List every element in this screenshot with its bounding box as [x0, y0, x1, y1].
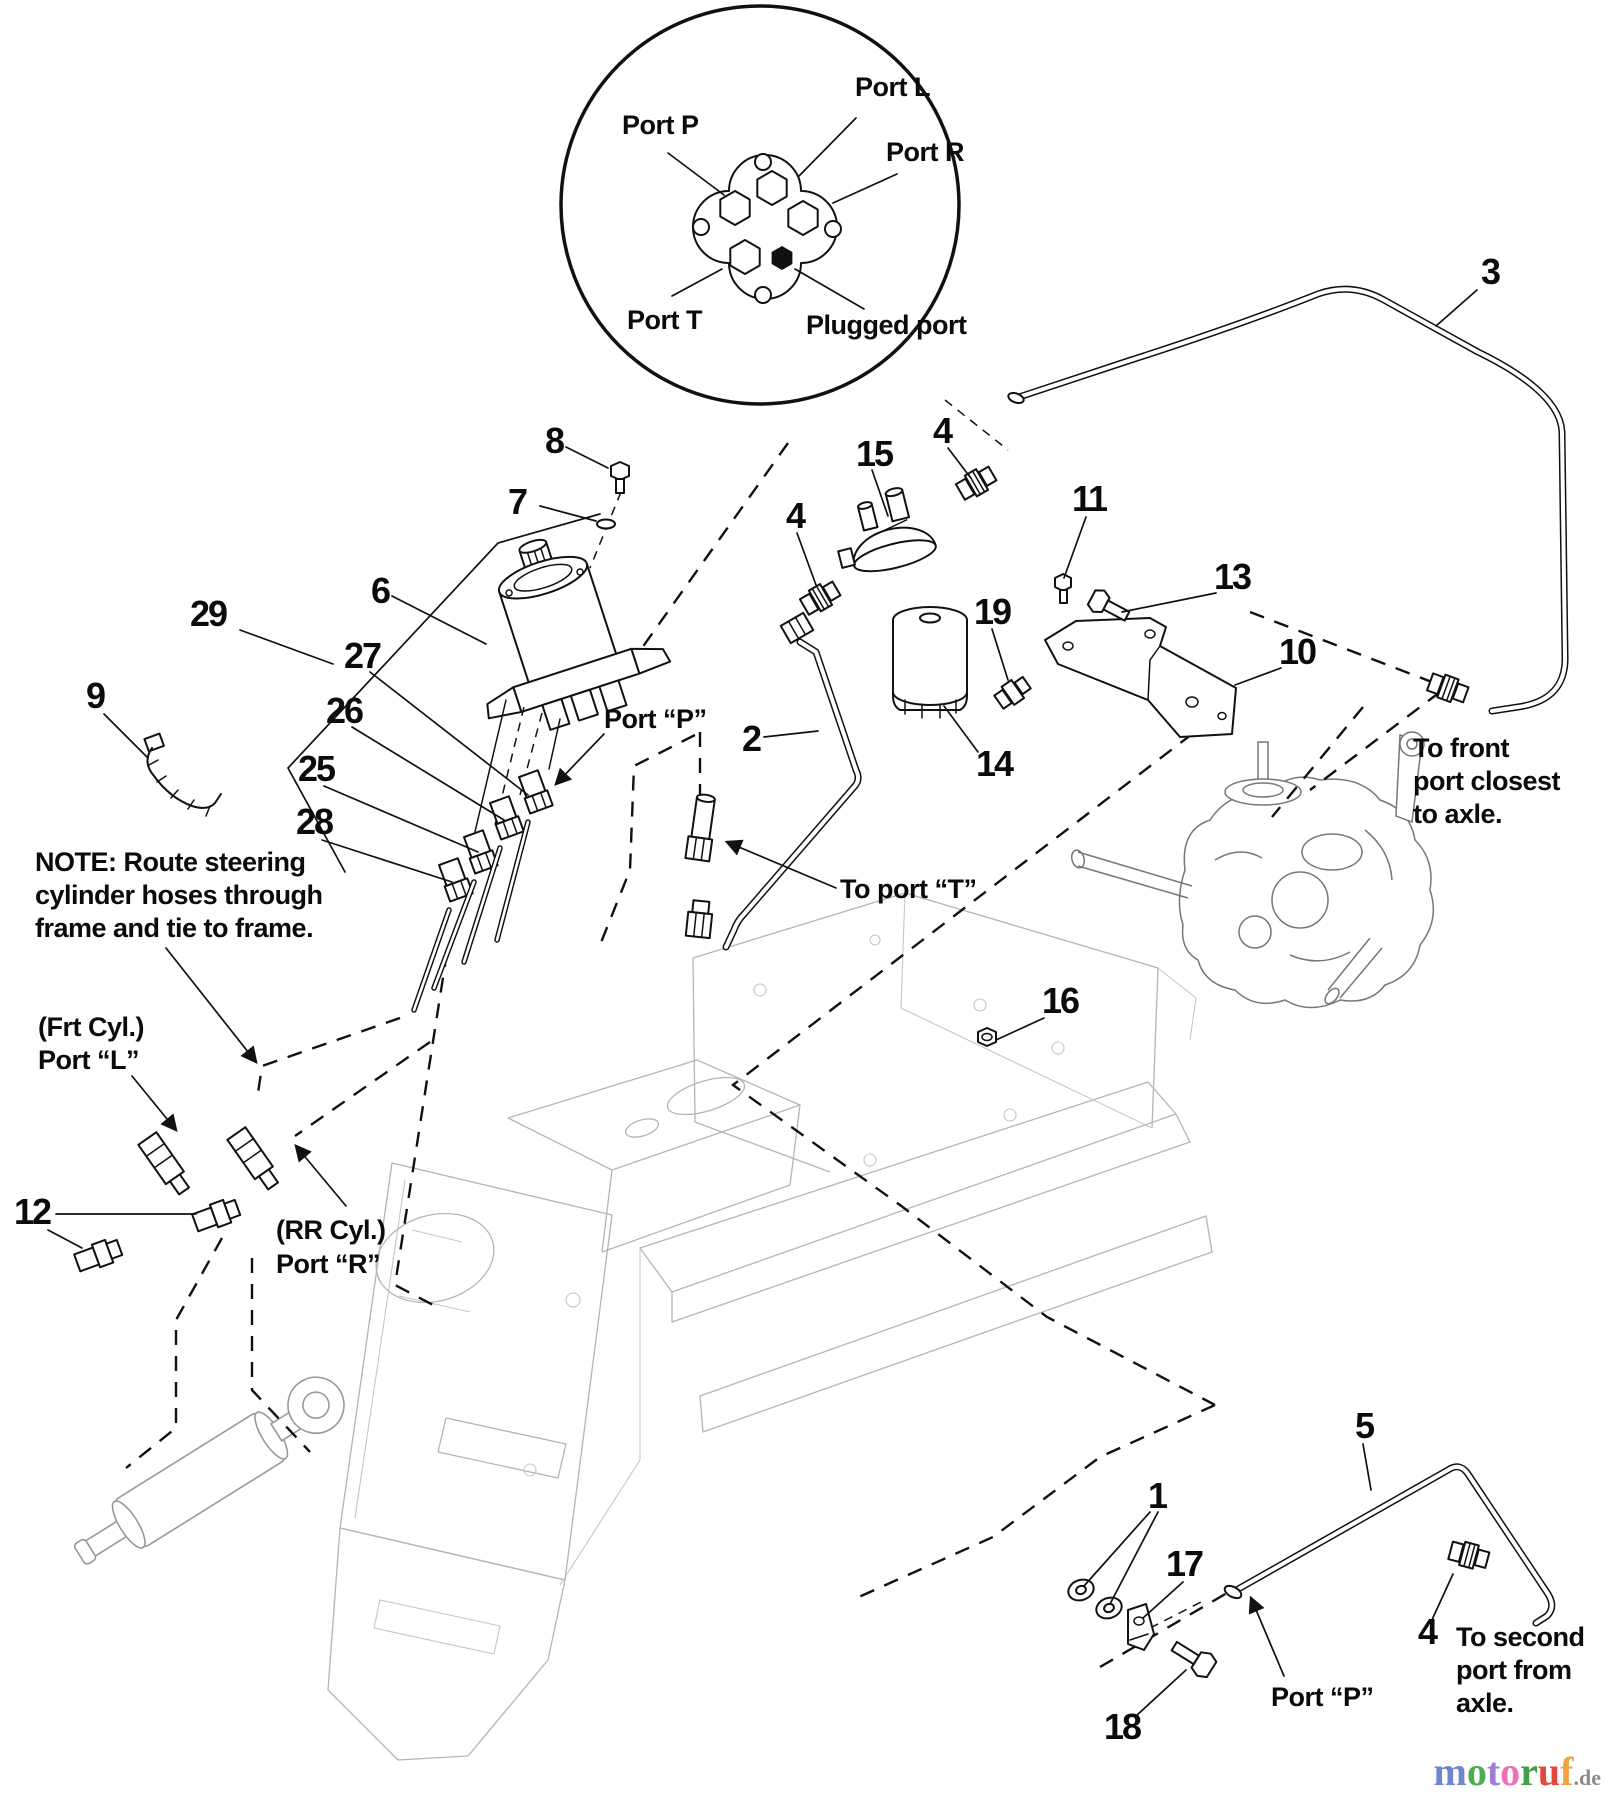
- callout-6: 6: [371, 570, 390, 611]
- bolt-18: [1167, 1635, 1218, 1680]
- callout-4-right: 4: [933, 410, 952, 451]
- oil-filter-14: [893, 607, 967, 718]
- callout-14: 14: [976, 743, 1013, 784]
- to-front-line2: port closest: [1413, 766, 1561, 796]
- port-r-hose-end: [227, 1127, 282, 1192]
- callout-4-left: 4: [786, 495, 805, 536]
- fitting-4-left: [798, 578, 842, 617]
- valve-washer-7: [597, 520, 615, 529]
- fitting-4-right: [954, 463, 998, 502]
- motoruf-logo-letters: [1434, 1749, 1574, 1794]
- to-port-t-nut: [686, 900, 714, 938]
- elbow-fitting-12a: [191, 1196, 241, 1234]
- inset-port-p-label: Port P: [622, 110, 699, 140]
- callout-12: 12: [14, 1191, 51, 1232]
- callout-25: 25: [298, 748, 335, 789]
- valve-bolt-8: [611, 462, 629, 493]
- callout-9: 9: [86, 675, 105, 716]
- to-front-line3: to axle.: [1413, 799, 1503, 829]
- callout-11: 11: [1072, 478, 1107, 519]
- port-r-label: Port “R”: [276, 1249, 380, 1279]
- inset-port-t-label: Port T: [627, 305, 702, 335]
- nut-16: [978, 1028, 996, 1046]
- callout-4-bottom: 4: [1418, 1611, 1437, 1652]
- to-second-line2: port from: [1456, 1655, 1572, 1685]
- callout-18: 18: [1104, 1706, 1141, 1747]
- watermark-letter: u: [1537, 1749, 1561, 1794]
- callout-7: 7: [508, 481, 527, 522]
- fitting-4-bottom: [1448, 1539, 1491, 1572]
- rr-cyl-label: (RR Cyl.): [276, 1215, 386, 1245]
- callout-19: 19: [974, 591, 1011, 632]
- port-p-lower-label: Port “P”: [1271, 1682, 1374, 1712]
- callout-27: 27: [344, 635, 381, 676]
- part-number-callouts: [14, 251, 1503, 1747]
- to-port-t-label: To port “T”: [840, 874, 977, 904]
- watermark-letter: r: [1520, 1749, 1538, 1794]
- to-port-t-fitting: [685, 793, 718, 861]
- frt-cyl-label: (Frt Cyl.): [38, 1012, 144, 1042]
- steel-line-2: [726, 613, 858, 947]
- note-line3: frame and tie to frame.: [35, 913, 314, 943]
- inset-plugged-port-label: Plugged port: [806, 310, 967, 340]
- watermark-letter: o: [1466, 1749, 1487, 1794]
- callout-16: 16: [1042, 980, 1079, 1021]
- motoruf-logo-suffix: .de: [1573, 1765, 1601, 1790]
- watermark-letter: f: [1560, 1749, 1574, 1794]
- bolt-11: [1055, 574, 1071, 603]
- port-p-upper-label: Port “P”: [604, 704, 707, 734]
- port-l-hose-end: [138, 1132, 193, 1197]
- hose-fitting-26: [488, 796, 524, 840]
- callout-5: 5: [1355, 1405, 1374, 1446]
- inset-port-l-label: Port L: [855, 72, 930, 102]
- callout-3: 3: [1481, 251, 1500, 292]
- callout-29: 29: [190, 593, 227, 634]
- callout-15: 15: [856, 433, 893, 474]
- port-p-hex: [720, 191, 749, 225]
- washer-1a: [1065, 1576, 1096, 1604]
- port-detail-inset: [561, 6, 967, 404]
- motoruf-watermark-logo[interactable]: [1433, 1749, 1602, 1794]
- mounting-bracket-10: [1045, 618, 1236, 737]
- callout-13: 13: [1214, 556, 1251, 597]
- steering-hoses: [414, 700, 560, 1010]
- callout-17: 17: [1166, 1543, 1203, 1584]
- to-second-line3: axle.: [1456, 1688, 1514, 1718]
- washer-1b: [1093, 1594, 1124, 1622]
- port-l-label: Port “L”: [38, 1045, 139, 1075]
- transaxle: [1070, 732, 1434, 1008]
- callout-26: 26: [326, 690, 363, 731]
- fitting-19: [993, 674, 1033, 712]
- port-t-hex: [730, 240, 759, 274]
- port-l-hex: [757, 171, 786, 205]
- front-port-fitting: [1426, 671, 1470, 707]
- callout-8: 8: [545, 420, 564, 461]
- watermark-letter: m: [1433, 1749, 1467, 1794]
- callout-2: 2: [742, 718, 761, 759]
- watermark-letter: t: [1486, 1749, 1501, 1794]
- port-r-hex: [788, 201, 817, 235]
- callout-10: 10: [1279, 631, 1316, 672]
- to-second-line1: To second: [1456, 1622, 1585, 1652]
- filter-head-15: [827, 482, 939, 580]
- note-line1: NOTE: Route steering: [35, 847, 306, 877]
- callout-28: 28: [296, 801, 333, 842]
- cable-clip-9: [144, 734, 221, 816]
- inset-port-r-label: Port R: [886, 137, 964, 167]
- elbow-fitting-12b: [73, 1236, 123, 1274]
- watermark-letter: o: [1500, 1749, 1521, 1794]
- steel-line-5: [1223, 1467, 1552, 1623]
- text-annotations: [35, 704, 1585, 1718]
- note-line2: cylinder hoses through: [35, 880, 323, 910]
- to-front-line1: To front: [1413, 733, 1509, 763]
- tractor-frame: [328, 893, 1212, 1760]
- steering-cylinder: [64, 1367, 356, 1579]
- callout-1: 1: [1148, 1475, 1167, 1516]
